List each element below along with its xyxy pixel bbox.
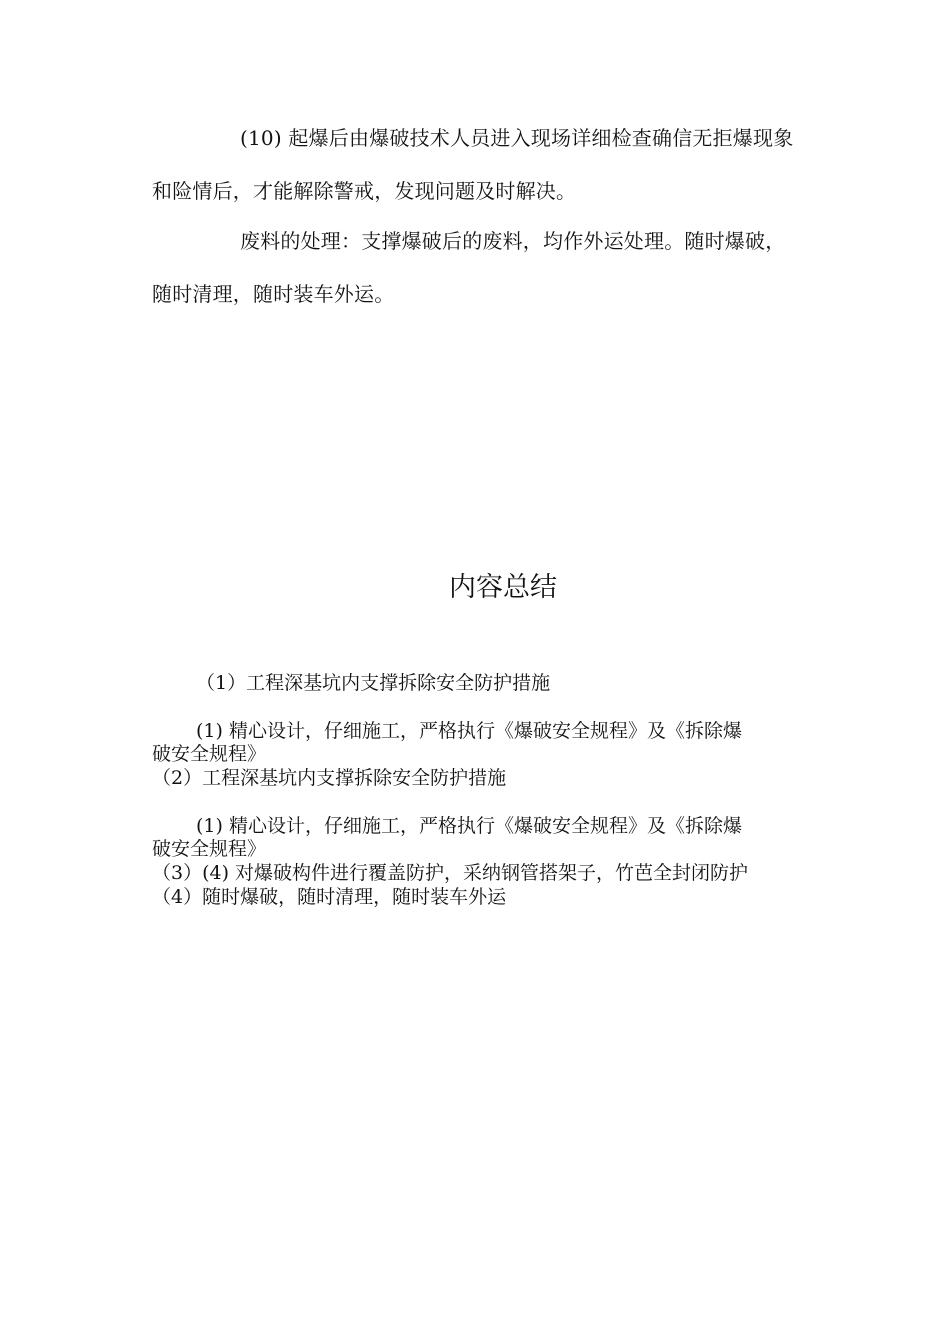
- body-paragraph-waste-disposal: 废料的处理：支撑爆破后的废料，均作外运处理。随时爆破，随时清理，随时装车外运。: [152, 229, 786, 306]
- summary-heading-1: （1）工程深基坑内支撑拆除安全防护措施: [196, 672, 551, 694]
- summary-heading-2: （2）工程深基坑内支撑拆除安全防护措施: [152, 767, 507, 789]
- summary-item-1-line-1: (1) 精心设计，仔细施工，严格执行《爆破安全规程》及《拆除爆: [196, 720, 742, 742]
- summary-item-1-line-2: 破安全规程》: [152, 743, 267, 765]
- summary-heading-4: （4）随时爆破，随时清理，随时装车外运: [152, 886, 507, 908]
- summary-heading-3: （3）(4) 对爆破构件进行覆盖防护，采纳钢管搭架子，竹芭全封闭防护: [152, 862, 749, 884]
- summary-title: 内容总结: [449, 572, 557, 603]
- body-paragraph-detonation-check: (10) 起爆后由爆破技术人员进入现场详细检查确信无拒爆现象和险情后，才能解除警戒，发现问题及时解决。: [152, 126, 794, 203]
- summary-section: [152, 0, 800, 1344]
- summary-item-2-line-1: (1) 精心设计，仔细施工，严格执行《爆破安全规程》及《拆除爆: [196, 815, 742, 837]
- summary-item-2-line-2: 破安全规程》: [152, 838, 267, 860]
